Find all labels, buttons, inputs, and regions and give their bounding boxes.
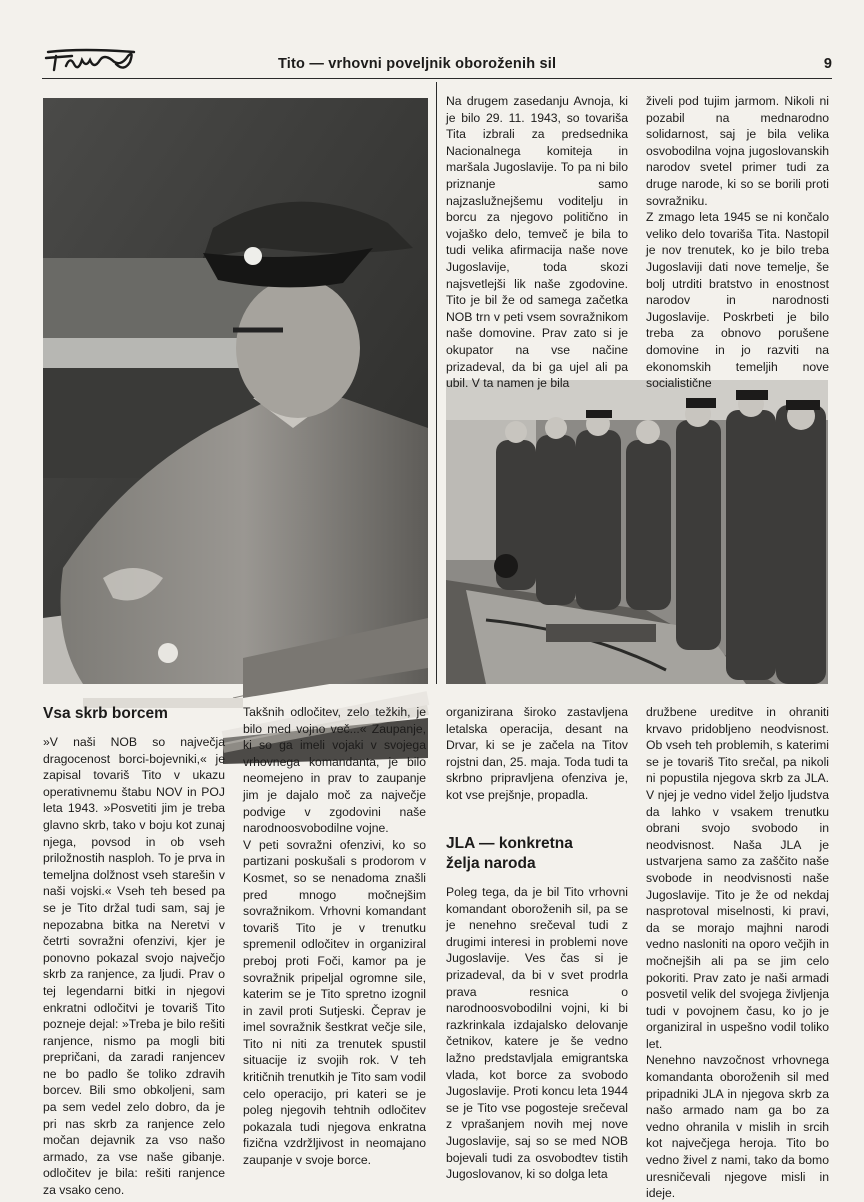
inspection-photo xyxy=(446,380,828,684)
paragraph: organizirana široko zastavljena letalska operacija, desant na Drvar, ki se je začela na Titov rojstni dan, 25. maja. Toda tudi ta skrbno pripravljena ofenziva je, kot vse prejšnje, propadla. xyxy=(446,705,628,802)
paragraph: družbene ureditve in ohraniti krvavo pridobljeno neodvisnost. Ob vseh teh problemih, s katerimi se je tovariš Tito srečal, pa nikoli ni popustila njegova skrb za JLA. V njej je vedno videl željo ljudstva da lahko v vsakem trenutku obrani svojo svobodo in neodvisnost. Naša JLA je ustvarjena samo za zaščito naše svobode in neodvisnosti naše Jugoslavije. Tito je že od nekdaj nasprotoval miselnosti, ki pravi, da se morajo majhni narodi vedno nasloniti na oporo večjih in močnejših ali pa se jim celo pokoriti. Prav zato je naši armadi posvetil velik del svojega življenja tudi v povojnem času, ko jo je organiziral in uspešno vodil toliko let. Nenehno navzočnost vrhovnega komandanta oboroženih sil med pripadniki JLA in njegova skrb za našo armado nam ga bo za vedno ohranila v mislih in srcih kot največjega heroja. Tito bo vedno živel z nami, tako da bomo uresničevali njegove misli in ideje. xyxy=(646,705,829,1201)
section1-col1 xyxy=(43,704,225,1198)
paragraph: Na drugem zasedanju Avnoja, ki je bilo 29. 11. 1943, so tovariša Tita izbrali za predsednika Nacionalnega komiteja in maršala Jugoslavije. To pa ni bilo priznanje samo najzaslužnejšemu voditelju in borcu za njegovo politično in vojaško delo, temveč je bila to tudi velika afirmacija naše nove Jugoslavije, toda skozi najsvetlejši lik naše zgodovine. Tito je bil že od samega začetka NOB trn v peti vsem sovražnikom naše domovine. Prav zato si je okupator na vse načine prizadeval, da bi ga ujel ali pa ubil. V ta namen je bila xyxy=(446,94,628,391)
section-heading: JLA — konkretna želja naroda xyxy=(446,835,573,872)
section2-col3 xyxy=(446,834,628,1182)
paragraph: Takšnih odločitev, zelo težkih, je bilo med vojno več...« Zaupanje, ki so ga imeli vojaki v svojega vrhovnega komandanta, je bilo neomejeno in prav to zaupanje jim je dajalo moč za največje podvige v zgodovini naše narodnoosvobodilne vojne. V peti sovražni ofenzivi, ko so partizani poskušali s prodorom v Kosmet, so se nenadoma znašli pred mnogo močnejšim sovražnikom. Vrhovni komandant tovariš Tito je v trenutku spremenil odločitev in organiziral preboj proti Foči, kamor pa je sovražnik pripeljal ogromne sile, katerim se je Tito spretno izognil in zavil proti Sutjeski. Čeprav je imel sovražnik šestkrat večje sile, Tito ni niti za trenutek spustil situacije iz svojih rok. V teh kritičnih trenutkih je Tito sam vodil celo operacijo, pri kateri se je poleg njegovih tehtnih odločitev pokazala tudi njegova enkratna fizična vzdržljivost in neomajano zaupanje v svoje borce. xyxy=(243,705,426,1168)
section-heading: Vsa skrb borcem xyxy=(43,705,168,722)
paragraph: živeli pod tujim jarmom. Nikoli ni pozabil na mednarodno solidarnost, saj je bila velika osvobodilna vojna jugoslovanskih narodov svetel primer tudi za druge narode, ki so se borili proti sovražniku. Z zmago leta 1945 se ni končalo veliko delo tovariša Tita. Nastopil je nov trenutek, ko je bilo treba Jugoslaviji dati nove temelje, še bolj utrditi bratstvo in enostnost narodov in narodnosti Jugoslavije. Poskrbeti je bilo treba za obnovo porušene domovine in jo razviti na ekonomskih temeljih nove socialistične xyxy=(646,94,829,391)
column-divider xyxy=(436,82,437,684)
section2-col4 xyxy=(646,704,829,1201)
top-text-col4 xyxy=(646,93,829,391)
portrait-photo xyxy=(43,98,428,684)
paragraph: Poleg tega, da je bil Tito vrhovni komandant oboroženih sil, pa se je nenehno srečeval tudi z drugimi interesi in problemi nove Jugoslavije. Ves čas si je prizadeval, da bi v svet prodrla prava resnica o narodnoosvobodilni vojni, ki bi razkrinkala izdajalsko delovanje četnikov, katere je še vedno lažno predstavljala emigrantska vlada, kot borce za svobodo Jugoslavije. Proti koncu leta 1944 se je Tito vse pogosteje srečeval z vprašanjem novih mej nove Jugoslavije, saj so se med NOB bojevali tudi za osvobodtev tistih Jugoslovanov, ki so dolga leta xyxy=(446,885,628,1182)
header-rule xyxy=(42,78,832,79)
page-number: 9 xyxy=(823,56,832,72)
running-title: Tito — vrhovni poveljnik oboroženih sil xyxy=(278,56,557,72)
top-text-col3 xyxy=(446,93,628,391)
section1-col3 xyxy=(446,704,628,804)
magazine-logo xyxy=(42,46,138,74)
section1-col2 xyxy=(243,704,426,1174)
paragraph: »V naši NOB so največja dragocenost borci-bojevniki,« je zapisal tovariš Tito v ukazu operativnemu štabu NOV in POJ leta 1943. »Posvetiti jim je treba glavno skrb, tako v boju kot zunaj njega, povsod in ob vseh priložnostih nasploh. To je prva in temeljna dolžnost vseh starešin v naši vojski.« Vseh teh besed pa se je Tito držal tudi sam, saj je nepozabna bitka na Neretvi v četrti sovražni ofenzivi, kjer je ponovno pokazal svojo največjo skrb za ranjence, za ljudi. Prav o tej legendarni bitki in njegovi enkratni odločitvi je tovariš Tito pozneje dejal: »Treba je bilo rešiti ranjence, nismo pa mogli biti prepričani, da zaradi ranjencev ne bo padlo še toliko zdravih borcev. Bili smo obkoljeni, sam pa sem vedel zelo dobro, da je pri nas skrb za ranjence zelo močan dejavnik za vso našo armado, za vse naše gibanje. odločitev je bila: rešiti ranjence za vsako ceno. xyxy=(43,735,225,1198)
page-header xyxy=(42,44,832,80)
